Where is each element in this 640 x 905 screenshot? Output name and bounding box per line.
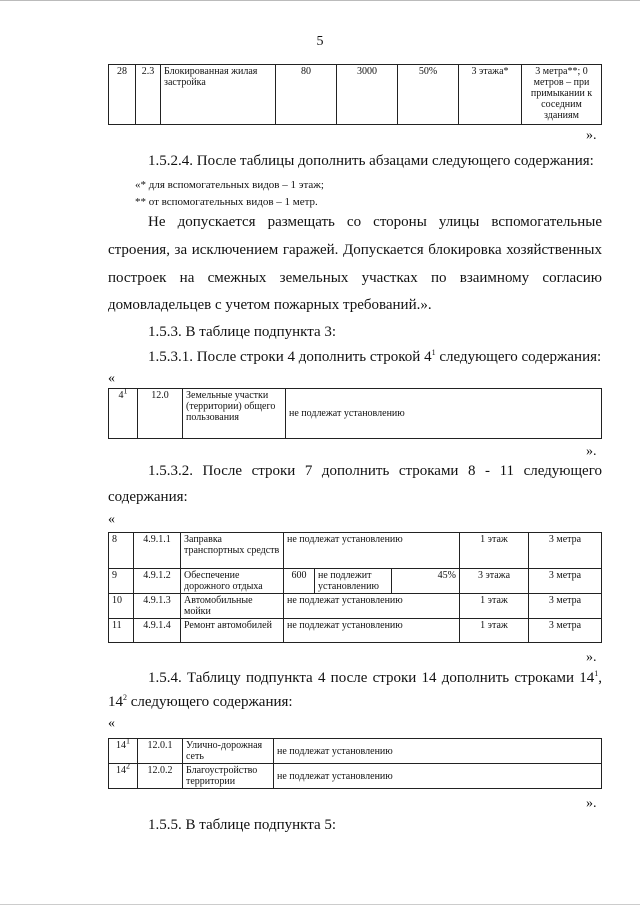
row-number: 4 [118, 390, 124, 401]
table-cell: Автомобильные мойки [181, 594, 284, 619]
table-cell: Благоустройство территории [183, 764, 274, 789]
paragraph-1531 [148, 347, 601, 367]
superscript: 1 [123, 386, 128, 396]
table-cell [109, 761, 138, 789]
table-cell: 12.0 [138, 389, 183, 439]
table-cell: не подлежат установлению [274, 764, 602, 789]
table-cell: 3 метра [529, 594, 602, 619]
page-number: 5 [316, 34, 324, 49]
table-cell: 3 этажа* [459, 65, 522, 125]
paragraph-153: 1.5.3. В таблице подпункта 3: [148, 324, 337, 340]
table-cell: Земельные участки (территории) общего пользования [183, 389, 286, 439]
paragraph-text: следующего содержания: [435, 349, 602, 365]
table-cell: не подлежат установлению [284, 533, 460, 569]
table-cell: 12.0.2 [138, 764, 183, 789]
table-cell: 50% [398, 65, 459, 125]
table-cell: Заправка транспортных средств [181, 533, 284, 569]
paragraph-text: , [598, 670, 602, 686]
paragraph-1524: 1.5.2.4. После таблицы дополнить абзацами следующего содержания: [148, 153, 594, 169]
paragraph-text-line: Не допускается размещать со стороны улицы вспомогательные [148, 214, 602, 230]
paragraph-text-line: построек на смежных земельных участках по взаимному согласию [108, 270, 602, 286]
table-row [109, 389, 602, 439]
table-row [109, 594, 602, 619]
table-cell: 3 метра [529, 569, 602, 594]
table-cell: Улично-дорожная сеть [183, 739, 274, 764]
table-cell: не подлежат установлению [284, 619, 460, 643]
table-building-params [108, 64, 602, 125]
table-cell: 600 [284, 569, 315, 594]
table-row [109, 739, 602, 764]
table-cell: 3 этажа [460, 569, 529, 594]
paragraph-text-line: строения, за исключением гаражей. Допускается блокировка хозяйственных [108, 242, 602, 258]
table-cell: Ремонт автомобилей [181, 619, 284, 643]
table-cell: 8 [109, 533, 134, 569]
row-number: 14 [116, 765, 126, 776]
superscript: 1 [126, 736, 130, 746]
table-cell: Обеспечение дорожного отдыха [181, 569, 284, 594]
superscript: 1 [431, 348, 436, 357]
closing-quote: ». [586, 444, 597, 459]
scan-top-edge [0, 0, 640, 1]
superscript: 1 [594, 669, 599, 678]
table-row [109, 619, 602, 643]
opening-quote: « [108, 371, 115, 386]
row-number: 14 [116, 740, 126, 751]
table-cell: 45% [392, 569, 460, 594]
opening-quote: « [108, 716, 115, 731]
table-cell: 9 [109, 569, 134, 594]
table-cell: 4.9.1.1 [134, 533, 181, 569]
table-cell: 1 этаж [460, 533, 529, 569]
paragraph-155: 1.5.5. В таблице подпункта 5: [148, 817, 337, 833]
table-cell: 11 [109, 619, 134, 643]
opening-quote: « [108, 512, 115, 527]
paragraph-text: 1.5.3.1. После строки 4 дополнить строкой 4 [148, 349, 432, 365]
table-cell: 4.9.1.4 [134, 619, 181, 643]
paragraph-1532: 1.5.3.2. После строки 7 дополнить строками 8 - 11 следующего [148, 463, 602, 479]
footnote-2: ** от вспомогательных видов – 1 метр. [135, 196, 318, 208]
table-cell: 10 [109, 594, 134, 619]
table-cell: 3 метра**; 0 метров – при примыкании к соседним зданиям [522, 65, 602, 125]
table-cell: 12.0.1 [138, 739, 183, 764]
paragraph-154 [148, 668, 602, 688]
table-cell: 4.9.1.2 [134, 569, 181, 594]
table-roadside-services [108, 532, 602, 643]
table-row [109, 569, 602, 594]
table-cell [109, 736, 138, 764]
table-cell: 1 этаж [460, 619, 529, 643]
table-road-network [108, 738, 602, 789]
table-cell: не подлежат установлению [274, 739, 602, 764]
paragraph-text: следующего содержания: [127, 694, 293, 710]
table-cell: 1 этаж [460, 594, 529, 619]
closing-quote: ». [586, 650, 597, 665]
table-cell: не подлежат установлению [284, 594, 460, 619]
table-cell: Блокированная жилая застройка [161, 65, 276, 125]
paragraph-text-line: содержания: [108, 489, 188, 505]
closing-quote: ». [586, 796, 597, 811]
table-cell [109, 386, 138, 439]
table-cell: 3 метра [529, 619, 602, 643]
table-cell: не подлежит установлению [315, 569, 392, 594]
paragraph-text: 14 [108, 694, 123, 710]
table-cell: 28 [109, 65, 136, 125]
paragraph-text-line: домовладельцев с учетом пожарных требований.». [108, 297, 432, 313]
table-row [109, 533, 602, 569]
table-cell: 3000 [337, 65, 398, 125]
table-cell: 4.9.1.3 [134, 594, 181, 619]
table-common-use [108, 388, 602, 439]
table-row [109, 65, 602, 125]
table-cell: 80 [276, 65, 337, 125]
table-row [109, 764, 602, 789]
paragraph-text: 1.5.4. Таблицу подпункта 4 после строки 14 дополнить строками 14 [148, 670, 595, 686]
footnote-1: «* для вспомогательных видов – 1 этаж; [135, 179, 324, 191]
table-cell: 2.3 [136, 65, 161, 125]
table-cell: 3 метра [529, 533, 602, 569]
closing-quote: ». [586, 128, 597, 143]
superscript: 2 [126, 761, 130, 771]
paragraph-text-line [108, 692, 293, 712]
table-cell: не подлежат установлению [286, 389, 602, 439]
superscript: 2 [123, 693, 127, 702]
